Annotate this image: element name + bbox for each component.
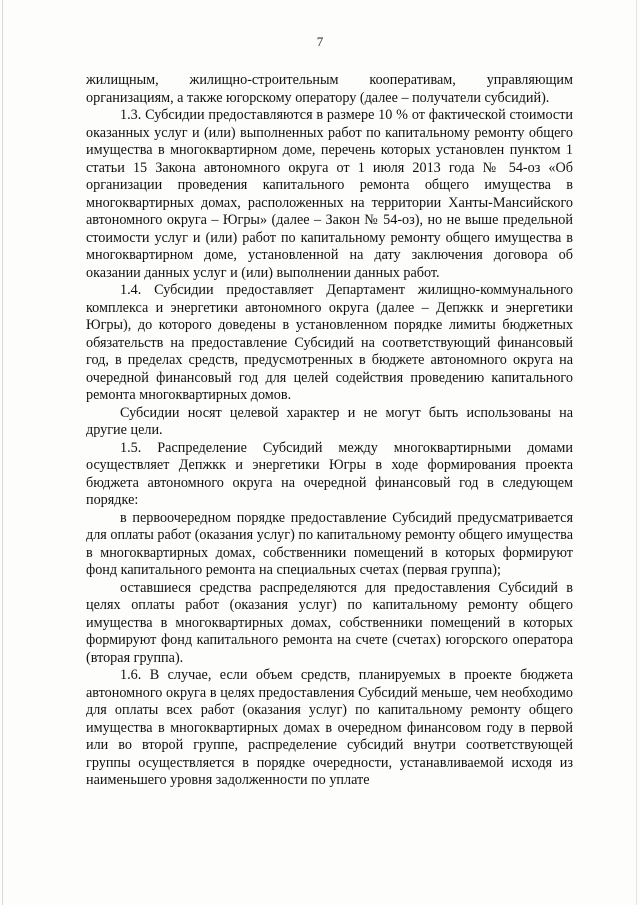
- paragraph-first-group: в первоочередном порядке предоставление Субсидий предусматривается для оплаты работ (оказания услуг) по капитальному ремонту общего имущества в многоквартирных домах, собственники помещений в которых формируют фонд капитального ремонта на специальных счетах (первая группа);: [86, 509, 573, 578]
- paragraph-target-purpose: Субсидии носят целевой характер и не могут быть использованы на другие цели.: [86, 404, 573, 438]
- paragraph-1-6: 1.6. В случае, если объем средств, планируемых в проекте бюджета автономного округа в целях предоставления Субсидий меньше, чем необходимо для оплаты всех работ (оказания услуг) по капитальному ремонту общего имущества в многоквартирных домах в очередном финансовом году в первой или во второй группе, распределение субсидий внутри соответствующей группы осуществляется в порядке очередности, устанавливаемой исходя из наименьшего уровня задолженности по уплате: [86, 667, 573, 788]
- paragraph-1-5: 1.5. Распределение Субсидий между многоквартирными домами осуществляет Депжкк и энергетики Югры в ходе формирования проекта бюджета автономного округа на очередной финансовый год в следующем порядке:: [86, 439, 573, 508]
- paragraph-1-4: 1.4. Субсидии предоставляет Департамент жилищно-коммунального комплекса и энергетики автономного округа (далее – Депжкк и энергетики Югры), до которого доведены в установленном порядке лимиты бюджетных обязательств на предоставление Субсидий на соответствующий финансовый год, в пределах средств, предусмотренных в бюджете автономного округа на очередной финансовый год для целей содействия проведению капитального ремонта многоквартирных домов.: [86, 282, 573, 403]
- paragraph-recipients: жилищным, жилищно-строительным кооперативам, управляющим организациям, а также югорскому оператору (далее – получатели субсидий).: [86, 72, 573, 106]
- paragraph-second-group: оставшиеся средства распределяются для предоставления Субсидий в целях оплаты работ (оказания услуг) по капитальному ремонту общего имущества в многоквартирных домах, собственники помещений в которых формируют фонд капитального ремонта на счете (счетах) югорского оператора (вторая группа).: [86, 579, 573, 666]
- document-body: [86, 72, 573, 790]
- page-number: 7: [316, 34, 324, 49]
- scan-left-edge: [2, 0, 3, 905]
- paragraph-1-3: 1.3. Субсидии предоставляются в размере 10 % от фактической стоимости оказанных услуг и (или) выполненных работ по капитальному ремонту общего имущества в многоквартирном доме, перечень которых установлен пунктом 1 статьи 15 Закона автономного округа от 1 июля 2013 года № 54-оз «Об организации проведения капитального ремонта общего имущества в многоквартирных домах, расположенных на территории Ханты-Мансийского автономного округа – Югры» (далее – Закон № 54-оз), но не выше предельной стоимости услуг и (или) работ по капитальному ремонту общего имущества в многоквартирном доме, установленной на дату заключения договора об оказании данных услуг и (или) выполнении данных работ.: [86, 107, 573, 281]
- scan-right-edge: [636, 0, 637, 905]
